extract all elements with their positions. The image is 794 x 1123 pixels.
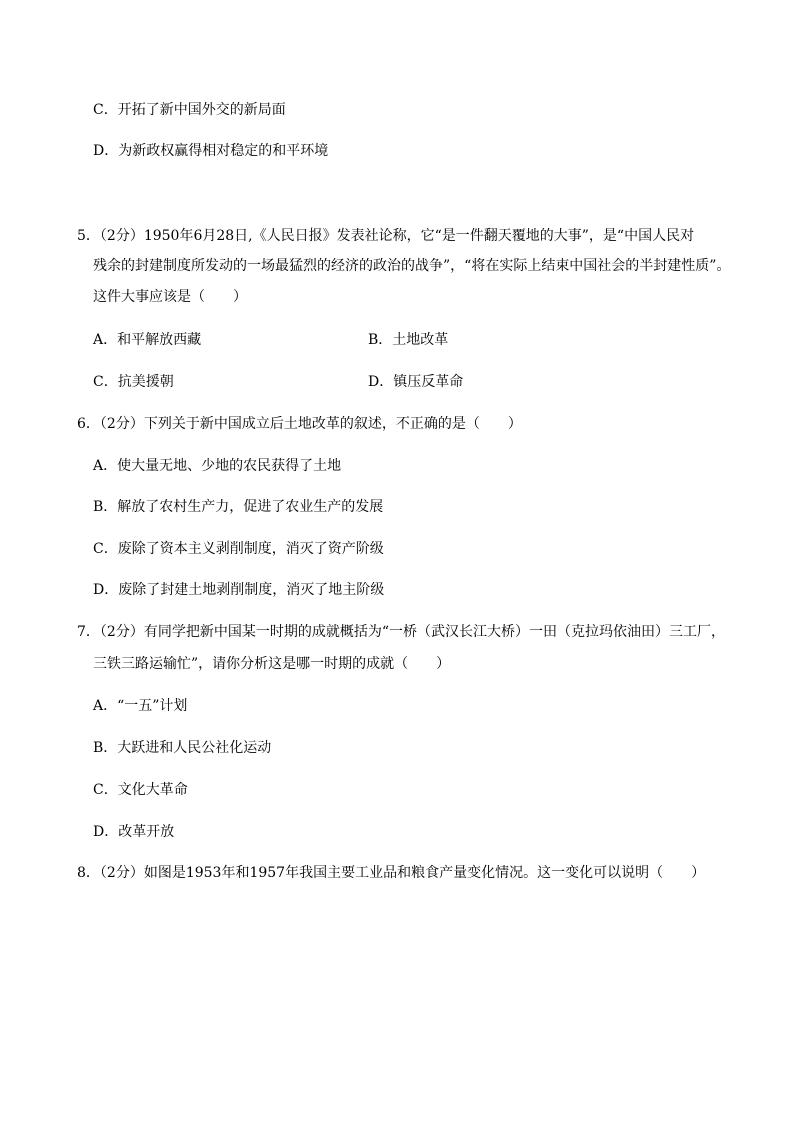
q7-option-b: B．大跃进和人民公社化运动 <box>93 740 272 756</box>
q6-stem: 6．（2分）下列关于新中国成立后土地改革的叙述，不正确的是（ ） <box>77 416 522 432</box>
q4-option-c: D．为新政权赢得相对稳定的和平环境 <box>93 143 329 159</box>
q5-option-d: D．镇压反革命 <box>368 374 464 390</box>
q8-stem: 8．（2分）如图是1953年和1957年我国主要工业品和粮食产量变化情况。这一变化可以说明（ ） <box>77 865 706 881</box>
q5-option-c: C．抗美援朝 <box>93 374 174 390</box>
q6-option-a: A．使大量无地、少地的农民获得了土地 <box>93 458 342 474</box>
q7-stem-line2: 三铁三路运输忙”，请你分析这是哪一时期的成就（ ） <box>93 656 451 672</box>
q5-stem-line3: 这件大事应该是（ ） <box>93 289 247 305</box>
q5-stem-line1: 5．（2分）1950年6月28日,《人民日报》发表社论称，它“是一件翻天覆地的大事”，是“中国人民对 <box>77 228 695 244</box>
q6-option-c: C．废除了资本主义剥削制度，消灭了资产阶级 <box>93 541 384 557</box>
q7-stem-line1: 7．（2分）有同学把新中国某一时期的成就概括为“一桥（武汉长江大桥）一田（克拉玛依油田）三工厂， <box>77 624 725 640</box>
q6-option-b: B．解放了农村生产力，促进了农业生产的发展 <box>93 499 384 515</box>
q6-option-d: D．废除了封建土地剥削制度，消灭了地主阶级 <box>93 582 385 598</box>
q5-option-b: B．土地改革 <box>368 332 449 348</box>
q7-option-d: D．改革开放 <box>93 824 175 840</box>
q7-option-c: C．文化大革命 <box>93 782 188 798</box>
q4-option-b: C．开拓了新中国外交的新局面 <box>93 102 286 118</box>
q7-option-a: A．“一五”计划 <box>93 698 188 714</box>
q5-option-a: A．和平解放西藏 <box>93 332 202 348</box>
q5-stem-line2: 残余的封建制度所发动的一场最猛烈的经济的政治的战争”，“将在实际上结束中国社会的半封建性质”。 <box>93 258 731 274</box>
